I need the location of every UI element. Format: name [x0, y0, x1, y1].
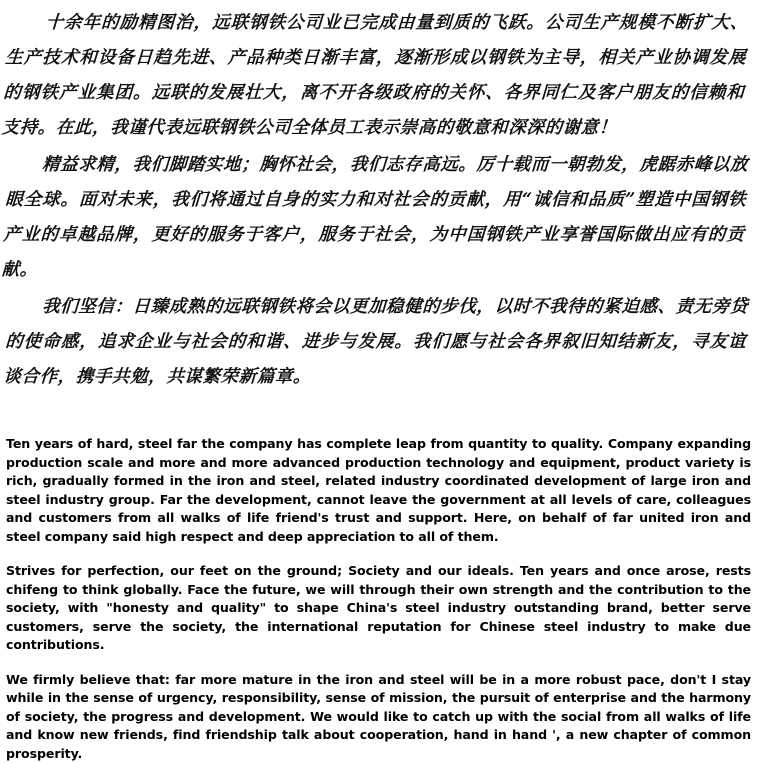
- chinese-paragraph-3: 我们坚信：日臻成熟的远联钢铁将会以更加稳健的步伐，以时不我待的紧迫感、责无旁贷的使命感，追求企业与社会的和谐、进步与发展。我们愿与社会各界叙旧知结新友，寻友谊谈合作，携手共勉，共谋繁荣新篇章。: [2, 290, 749, 395]
- chinese-paragraph-1: 十余年的励精图治，远联钢铁公司业已完成由量到质的飞跃。公司生产规模不断扩大、生产技术和设备日趋先进、产品种类日渐丰富，逐渐形成以钢铁为主导，相关产业协调发展的钢铁产业集团。远联的发展壮大，离不开各级政府的关怀、各界同仁及客户朋友的信赖和支持。在此，我谨代表远联钢铁公司全体员工表示崇高的敬意和深深的谢意！: [1, 6, 749, 146]
- english-paragraph-1: Ten years of hard, steel far the company has complete leap from quantity to quality. Company expanding production scale and more and more advanced production technology and equipment, product variety is rich, gradually formed in the iron and steel, related industry coordinated development of large iron and steel industry group. Far the development, cannot leave the government at all levels of care, colleagues and customers from all walks of life friend's trust and support. Here, on behalf of far united iron and steel company said high respect and deep appreciation to all of them.: [6, 435, 751, 546]
- english-text-block: [0, 435, 757, 763]
- english-paragraph-2: Strives for perfection, our feet on the ground; Society and our ideals. Ten years and once arose, rests chifeng to think globally. Face the future, we will through their own strength and the contribution to the society, with "honesty and quality" to shape China's steel industry outstanding brand, better serve customers, serve the society, the international reputation for Chinese steel industry to make due contributions.: [6, 562, 751, 655]
- section-spacer: [0, 397, 757, 435]
- english-paragraph-3: We firmly believe that: far more mature in the iron and steel will be in a more robust pace, don't I stay while in the sense of urgency, responsibility, sense of mission, the pursuit of enterprise and the harmony of society, the progress and development. We would like to catch up with the social from all walks of life and know new friends, find friendship talk about cooperation, hand in hand ', a new chapter of common prosperity.: [6, 671, 751, 763]
- chinese-paragraph-2: 精益求精，我们脚踏实地；胸怀社会，我们志存高远。厉十载而一朝勃发，虎踞赤峰以放眼全球。面对未来，我们将通过自身的实力和对社会的贡献，用“诚信和品质”塑造中国钢铁产业的卓越品牌，更好的服务于客户，服务于社会，为中国钢铁产业享誉国际做出应有的贡献。: [1, 148, 749, 288]
